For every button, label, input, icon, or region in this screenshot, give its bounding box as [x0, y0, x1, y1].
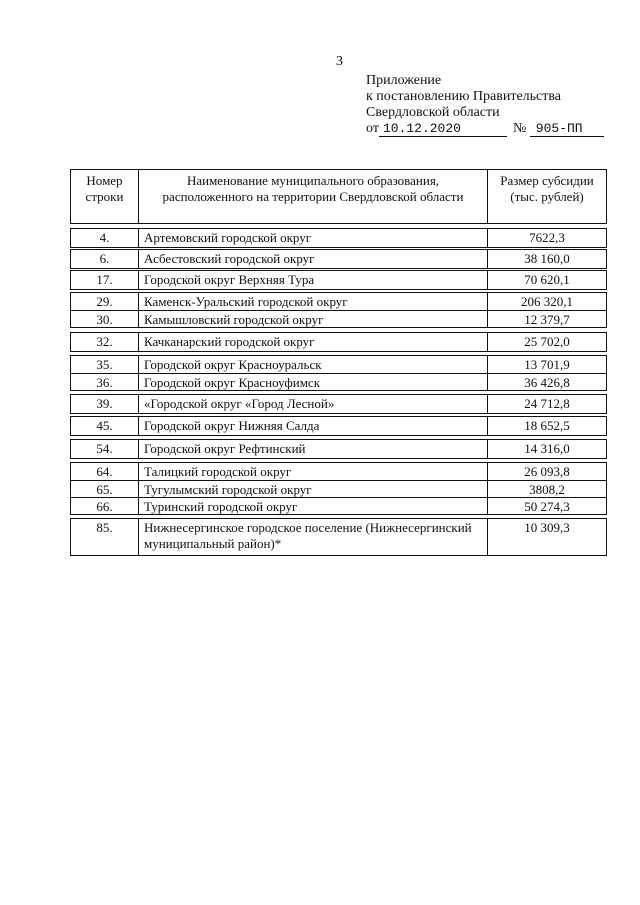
appendix-decree-ref: к постановлению Правительства [366, 89, 562, 104]
row-number: 4. [71, 229, 139, 247]
subsidy-amount: 7622,3 [529, 230, 565, 245]
municipality-name: Городской округ Красноуральск [139, 356, 488, 373]
row-number: 45. [71, 417, 139, 435]
row-number: 85. [71, 519, 139, 555]
appendix-header [366, 73, 604, 137]
row-number: 6. [71, 250, 139, 268]
table-group [70, 439, 607, 459]
municipality-name: Тугулымский городской округ [139, 481, 488, 497]
row-number: 30. [71, 311, 139, 327]
table-row [71, 250, 606, 268]
table-row [71, 229, 606, 247]
row-number: 29. [71, 293, 139, 310]
table-row [71, 417, 606, 435]
row-number: 17. [71, 271, 139, 289]
header-row-number: Номер строки [71, 170, 139, 223]
subsidy-amount: 38 160,0 [524, 251, 570, 266]
subsidy-amount: 3808,2 [529, 482, 565, 497]
table-row [71, 293, 606, 310]
subsidy-amount: 13 701,9 [524, 357, 570, 372]
table-group [70, 518, 607, 556]
municipality-name: Туринский городской округ [139, 498, 488, 514]
decree-number-label: № [512, 121, 527, 136]
table-group [70, 416, 607, 436]
municipality-name: Нижнесергинское городское поселение (Нижнесергинский муниципальный район)* [139, 519, 488, 555]
municipality-name: Городской округ Красноуфимск [139, 374, 488, 390]
table-group [70, 270, 607, 290]
municipality-name: Асбестовский городской округ [139, 250, 488, 268]
subsidy-amount: 50 274,3 [524, 499, 570, 514]
subsidy-amount: 26 093,8 [524, 464, 570, 479]
table-group [70, 332, 607, 352]
appendix-region: Свердловской области [366, 105, 500, 120]
municipality-name: Качканарский городской округ [139, 333, 488, 351]
municipality-name: Городской округ Нижняя Салда [139, 417, 488, 435]
row-number: 64. [71, 463, 139, 480]
row-number: 39. [71, 395, 139, 413]
row-number: 66. [71, 498, 139, 514]
table-row [71, 395, 606, 413]
table-row [71, 463, 606, 480]
municipality-name: Талицкий городской округ [139, 463, 488, 480]
subsidy-amount: 25 702,0 [524, 334, 570, 349]
table-row [71, 440, 606, 458]
table-group [70, 292, 607, 328]
table-header-row [71, 170, 606, 223]
municipality-name: Городской округ Верхняя Тура [139, 271, 488, 289]
table-header [70, 169, 607, 224]
row-number: 35. [71, 356, 139, 373]
table-row [71, 519, 606, 555]
table-row [71, 271, 606, 289]
decree-date: 10.12.2020 [379, 122, 507, 137]
subsidy-amount: 36 426,8 [524, 375, 570, 390]
municipality-name: Камышловский городской округ [139, 311, 488, 327]
municipality-name: Каменск-Уральский городской округ [139, 293, 488, 310]
table-group [70, 462, 607, 515]
table-group [70, 394, 607, 414]
decree-details [366, 121, 604, 137]
table-group [70, 249, 607, 269]
appendix-title: Приложение [366, 73, 442, 88]
row-number: 65. [71, 481, 139, 497]
row-number: 32. [71, 333, 139, 351]
subsidy-amount: 70 620,1 [524, 272, 570, 287]
subsidy-amount: 10 309,3 [524, 520, 570, 535]
decree-number: 905-ПП [530, 122, 604, 137]
table-group [70, 355, 607, 391]
subsidy-amount: 14 316,0 [524, 441, 570, 456]
subsidy-amount: 18 652,5 [524, 418, 570, 433]
table-row [71, 373, 606, 390]
table-group [70, 228, 607, 248]
municipality-name: «Городской округ «Город Лесной» [139, 395, 488, 413]
table-row [71, 333, 606, 351]
subsidy-amount: 12 379,7 [524, 312, 570, 327]
row-number: 36. [71, 374, 139, 390]
subsidy-amount: 24 712,8 [524, 396, 570, 411]
page-number: 3 [336, 54, 343, 69]
row-number: 54. [71, 440, 139, 458]
table-row [71, 310, 606, 327]
municipality-name: Городской округ Рефтинский [139, 440, 488, 458]
decree-from-label: от [366, 121, 379, 136]
header-municipality: Наименование муниципального образования, расположенного на территории Свердловской области [139, 170, 488, 223]
municipality-name: Артемовский городской округ [139, 229, 488, 247]
table-row [71, 480, 606, 497]
header-subsidy-amount: Размер субсидии (тыс. рублей) [500, 173, 594, 204]
subsidy-amount: 206 320,1 [521, 294, 573, 309]
table-row [71, 497, 606, 514]
table-row [71, 356, 606, 373]
